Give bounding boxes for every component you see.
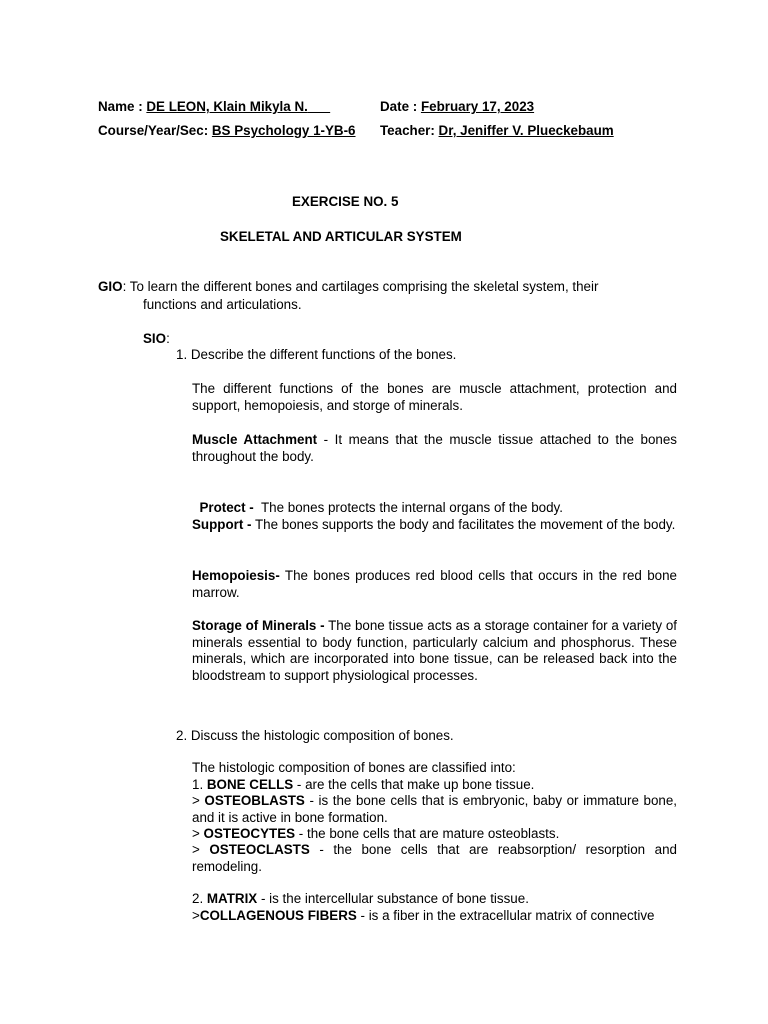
q1-item-hemopoiesis (192, 568, 677, 601)
date-value: February 17, 2023 (420, 99, 535, 114)
q2-matrix (192, 891, 677, 908)
def-osteocytes: - the bone cells that are mature osteoblasts. (295, 826, 560, 841)
teacher-value: Dr, Jeniffer V. Plueckebaum (438, 123, 614, 138)
date-label: Date : (380, 99, 421, 114)
term-osteocytes: OSTEOCYTES (203, 826, 296, 841)
sep (254, 500, 261, 515)
q1-item-storage (192, 618, 677, 684)
date-row (380, 99, 534, 115)
gio-line-1 (98, 279, 598, 295)
sio-heading (143, 331, 170, 347)
def-hemopoiesis: The bones produces red blood cells that occurs in the red bone marrow. (192, 568, 677, 600)
sio-label: SIO (143, 331, 167, 346)
name-label: Name : (98, 99, 147, 114)
q2-intro: The histologic composition of bones are classified into: (192, 760, 516, 775)
def-osteoblasts: - is the bone cells that is embryonic, baby or immature bone, and it is active in bone formation. (192, 793, 678, 825)
def-support: The bones supports the body and facilitates the movement of the body. (254, 517, 676, 532)
subject-title: SKELETAL AND ARTICULAR SYSTEM (220, 229, 462, 244)
gio-label: GIO (98, 279, 123, 294)
course-label: Course/Year/Sec: (98, 123, 212, 138)
def-storage-minerals: The bone tissue acts as a storage container for a variety of minerals essential to body function, particularly calcium and phosphorus. These minerals, which are incorporated into bone tissue, can be released back into the bloodstream to support physiological processes. (192, 618, 677, 683)
term-osteoblasts: OSTEOBLASTS (204, 793, 305, 808)
prefix: > (192, 842, 210, 857)
term-bone-cells: BONE CELLS (206, 777, 294, 792)
sep: - (317, 432, 335, 447)
q1-item-support (192, 517, 677, 534)
def-bone-cells: - are the cells that make up bone tissue. (293, 777, 535, 792)
sio-colon: : (166, 331, 170, 346)
def-collagenous-fibers: - is a fiber in the extracellular matrix of connective (356, 908, 655, 923)
term-muscle-attachment: Muscle Attachment (192, 432, 318, 447)
q2-osteoclasts (192, 842, 677, 875)
def-osteoclasts: - the bone cells that are reabsorption/ resorption and remodeling. (192, 842, 677, 874)
exercise-title: EXERCISE NO. 5 (292, 194, 399, 209)
prefix: > (192, 826, 204, 841)
term-osteoclasts: OSTEOCLASTS (209, 842, 310, 857)
q1-question: 1. Describe the different functions of the bones. (176, 347, 457, 362)
gio-line-2: functions and articulations. (143, 297, 302, 312)
name-value: DE LEON, Klain Mikyla N. (146, 99, 308, 114)
name-row (98, 99, 330, 115)
term-storage-minerals: Storage of Minerals - (192, 618, 325, 633)
prefix: > (192, 908, 200, 923)
q2-question: 2. Discuss the histologic composition of bones. (176, 728, 454, 743)
teacher-row (380, 123, 614, 139)
prefix: > (192, 793, 205, 808)
gio-text-1: : To learn the different bones and cartilages comprising the skeletal system, their (122, 279, 599, 294)
q1-intro: The different functions of the bones are muscle attachment, protection and support, hemopoiesis, and storge of minerals. (192, 381, 677, 413)
prefix: 1. (192, 777, 207, 792)
prefix: 2. (192, 891, 207, 906)
q2-osteoblasts (192, 793, 677, 826)
q2-bone-cells (192, 777, 677, 794)
course-row (98, 123, 356, 139)
q1-item-protect (192, 483, 677, 516)
term-hemopoiesis: Hemopoiesis- (192, 568, 280, 583)
def-muscle-attachment: It means that the muscle tissue attached to the bones throughout the body. (192, 432, 678, 464)
q2-osteocytes (192, 826, 677, 843)
def-protect: The bones protects the internal organs of the body. (260, 499, 563, 515)
term-collagenous-fibers: COLLAGENOUS FIBERS (199, 908, 357, 923)
teacher-label: Teacher: (380, 123, 439, 138)
course-value: BS Psychology 1-YB-6 (211, 123, 356, 138)
term-protect: Protect - (199, 499, 254, 515)
q1-item-muscle (192, 432, 677, 465)
q2-collagenous (192, 908, 677, 925)
term-matrix: MATRIX (206, 891, 258, 906)
def-matrix: - is the intercellular substance of bone tissue. (257, 891, 529, 906)
term-support: Support - (192, 517, 252, 532)
